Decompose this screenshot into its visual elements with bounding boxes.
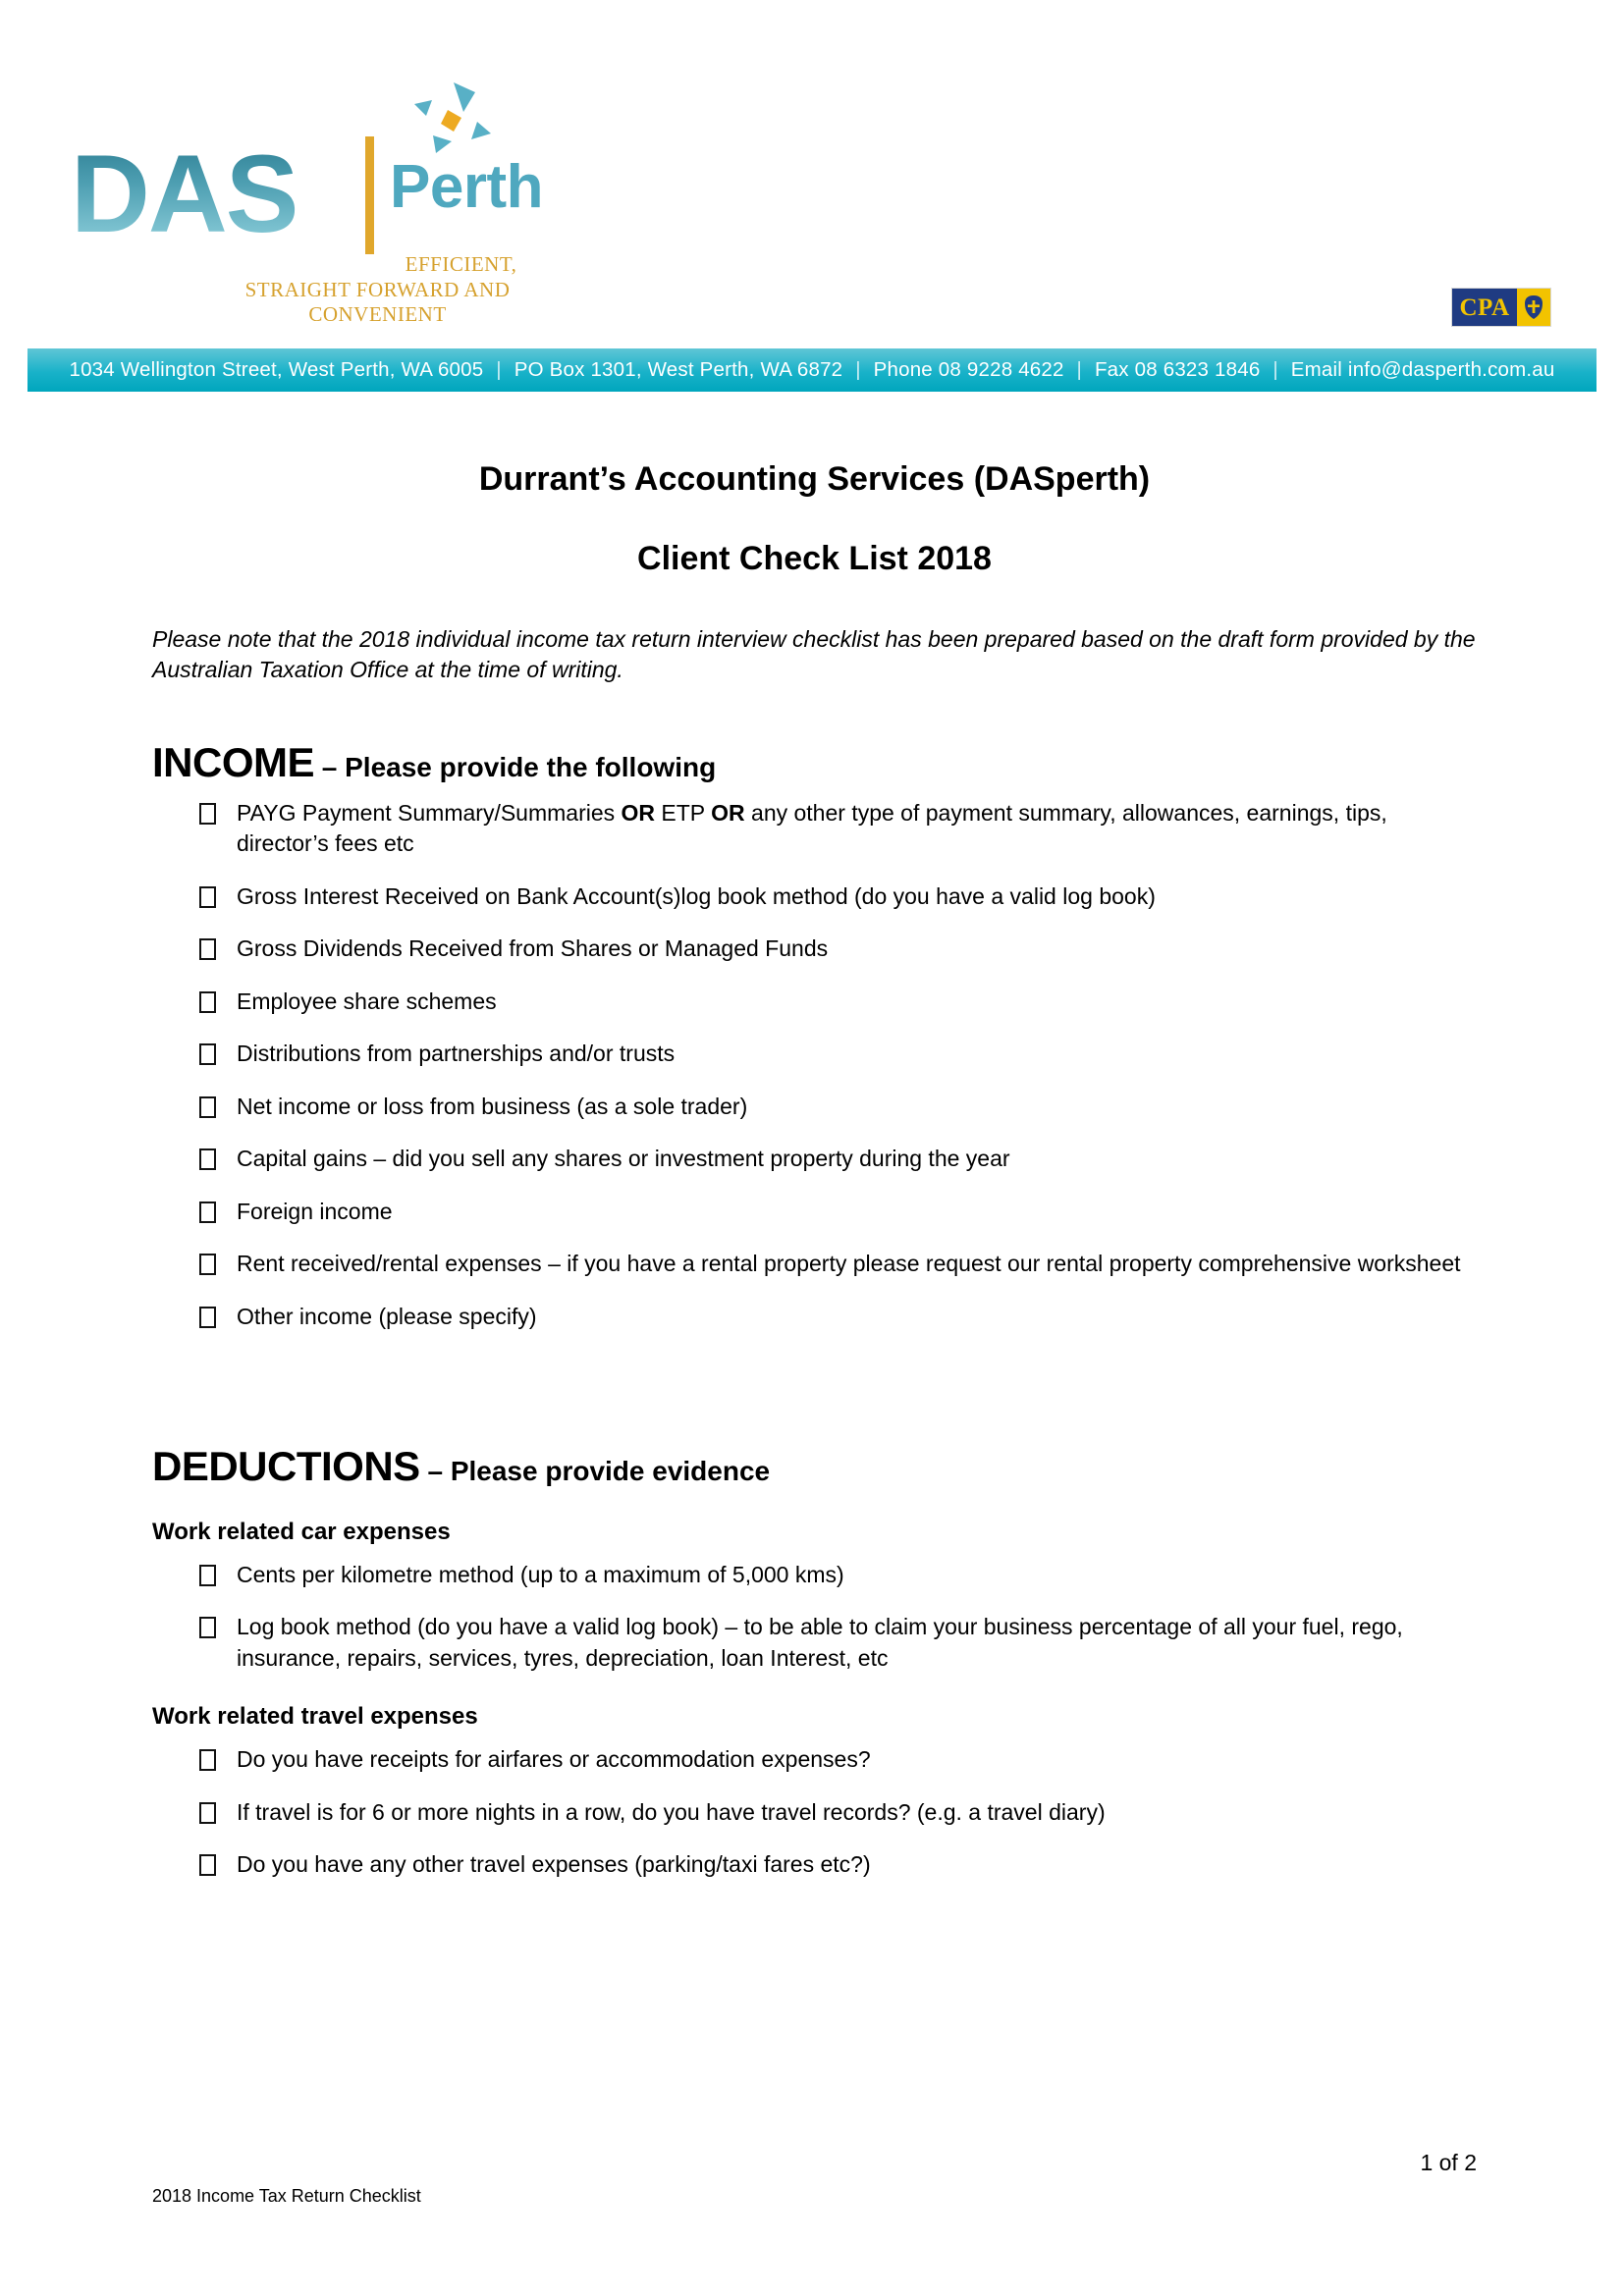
checkbox-icon[interactable] [199, 1148, 216, 1170]
tagline-line-2: STRAIGHT FORWARD AND [244, 277, 511, 301]
contact-phone: Phone 08 9228 4622 [873, 358, 1064, 381]
contact-separator: | [1076, 358, 1083, 381]
checklist-item[interactable] [152, 1197, 1477, 1228]
checklist-item-label [237, 881, 1477, 913]
checklist-item-label [237, 1612, 1477, 1674]
checklist-item-label [237, 1197, 1477, 1228]
checklist-item[interactable] [152, 1560, 1477, 1591]
checkbox-icon[interactable] [199, 1201, 216, 1223]
logo-das-text: DAS [71, 133, 298, 255]
logo-divider [365, 136, 374, 254]
plain-text: Gross Interest Received on Bank Account(s)log book method (do you have a valid log book) [237, 882, 1156, 909]
checklist-item-label [237, 1144, 1477, 1175]
plain-text: Distributions from partnerships and/or trusts [237, 1041, 676, 1067]
page-title: Durrant’s Accounting Services (DASperth) [478, 460, 1151, 498]
deductions-subheading: Work related car expenses [152, 1518, 451, 1545]
checklist-item-label [237, 1797, 1477, 1829]
logo-perth-text: Perth [390, 153, 543, 221]
checkbox-icon[interactable] [199, 1749, 216, 1771]
letterhead [0, 0, 1624, 381]
contact-separator: | [1272, 358, 1278, 381]
checklist-item-label [237, 1039, 1477, 1070]
plain-text: Net income or loss from business (as a sole trader) [237, 1093, 748, 1119]
contact-details [69, 358, 1554, 382]
checklist-item[interactable] [152, 1144, 1477, 1175]
footer-note: 2018 Income Tax Return Checklist [152, 2186, 421, 2206]
checkbox-icon[interactable] [199, 1854, 216, 1876]
checklist-item[interactable] [152, 987, 1477, 1018]
checklist-item[interactable] [152, 798, 1477, 860]
page-subtitle: Client Check List 2018 [637, 540, 992, 578]
checklist-item[interactable] [152, 1797, 1477, 1829]
emphasis-text: OR [621, 799, 656, 826]
checkbox-icon[interactable] [199, 886, 216, 908]
checklist-item-label [237, 1849, 1477, 1881]
logo-tagline [198, 252, 557, 328]
checklist-item-label [237, 1302, 1477, 1333]
company-logo [71, 80, 581, 327]
checklist-item-label [237, 1560, 1477, 1591]
section-spacer [152, 1354, 1477, 1389]
checklist-item[interactable] [152, 934, 1477, 965]
cpa-crest-icon [1523, 294, 1544, 320]
checklist-item-label [237, 1092, 1477, 1123]
checklist-item[interactable] [152, 1744, 1477, 1776]
cpa-label: CPA [1459, 294, 1510, 321]
checkbox-icon[interactable] [199, 803, 216, 825]
contact-fax: Fax 08 6323 1846 [1094, 358, 1261, 381]
deductions-groups [152, 1519, 1477, 1881]
checklist-item-label [237, 1249, 1477, 1280]
deductions-heading-rest: – Please provide evidence [419, 1456, 771, 1487]
income-heading-main: INCOME [152, 738, 314, 785]
page-number: 1 of 2 [1420, 2150, 1477, 2175]
tagline-line-3: CONVENIENT [308, 302, 447, 327]
checklist-item[interactable] [152, 1612, 1477, 1674]
cpa-australia-logo [1451, 288, 1551, 327]
plain-text: Do you have receipts for airfares or accommodation expenses? [237, 1746, 871, 1773]
income-checklist [152, 798, 1477, 1333]
contact-separator: | [496, 358, 502, 381]
deductions-checklist [152, 1560, 1477, 1675]
checkbox-icon[interactable] [199, 1802, 216, 1824]
income-heading-rest: – Please provide the following [314, 751, 717, 782]
cpa-crest-panel [1517, 289, 1550, 326]
plain-text: Log book method (do you have a valid log book) – to be able to claim your business percentage of all your fuel, rego, insurance, repairs, services, tyres, depreciation, loan Interest, etc [237, 1614, 1403, 1671]
checkbox-icon[interactable] [199, 1617, 216, 1638]
deductions-checklist [152, 1744, 1477, 1881]
contact-address: 1034 Wellington Street, West Perth, WA 6005 [69, 358, 484, 381]
deductions-section-heading [152, 1445, 1477, 1488]
checkbox-icon[interactable] [199, 938, 216, 960]
plain-text: Capital gains – did you sell any shares or investment property during the year [237, 1146, 1010, 1172]
plain-text: If travel is for 6 or more nights in a row, do you have travel records? (e.g. a travel diary) [237, 1798, 1106, 1825]
contact-po-box: PO Box 1301, West Perth, WA 6872 [514, 358, 843, 381]
plain-text: Foreign income [237, 1198, 393, 1224]
checklist-item[interactable] [152, 1249, 1477, 1280]
plain-text: Do you have any other travel expenses (parking/taxi fares etc?) [237, 1851, 871, 1878]
checkbox-icon[interactable] [199, 991, 216, 1013]
plain-text: Employee share schemes [237, 988, 497, 1014]
checkbox-icon[interactable] [199, 1096, 216, 1118]
tagline-line-1: EFFICIENT, [405, 252, 517, 276]
intro-note: Please note that the 2018 individual income tax return interview checklist has been prepared based on the draft form provided by the Australian Taxation Office at the time of writing. [152, 625, 1476, 682]
checklist-item-label [237, 934, 1477, 965]
checklist-item[interactable] [152, 1092, 1477, 1123]
deductions-heading-main: DEDUCTIONS [152, 1443, 420, 1490]
contact-bar [27, 348, 1597, 392]
document-body [152, 461, 1477, 1902]
cpa-wordmark [1452, 289, 1517, 326]
checklist-item[interactable] [152, 1849, 1477, 1881]
checkbox-icon[interactable] [199, 1254, 216, 1275]
deductions-subheading: Work related travel expenses [152, 1703, 478, 1731]
contact-email: Email info@dasperth.com.au [1290, 358, 1555, 381]
contact-separator: | [855, 358, 861, 381]
checkbox-icon[interactable] [199, 1043, 216, 1065]
checklist-item[interactable] [152, 1302, 1477, 1333]
checklist-item-label [237, 1744, 1477, 1776]
plain-text: Cents per kilometre method (up to a maximum of 5,000 kms) [237, 1561, 844, 1587]
income-section-heading [152, 738, 1477, 785]
plain-text: Other income (please specify) [237, 1303, 537, 1329]
plain-text: PAYG Payment Summary/Summaries [237, 799, 622, 826]
checklist-item-label [237, 798, 1477, 860]
checkbox-icon[interactable] [199, 1307, 216, 1328]
checklist-item[interactable] [152, 1039, 1477, 1070]
emphasis-text: OR [711, 799, 745, 826]
plain-text: Gross Dividends Received from Shares or Managed Funds [237, 935, 829, 962]
plain-text: ETP [655, 799, 712, 826]
checklist-item-label [237, 987, 1477, 1018]
plain-text: Rent received/rental expenses – if you have a rental property please request our rental property comprehensive worksheet [237, 1251, 1461, 1277]
plain-text: any other type of payment summary, allowances, earnings, tips, director’s fees etc [237, 799, 1387, 857]
checklist-item[interactable] [152, 881, 1477, 913]
four-triangle-swirl-icon [397, 77, 500, 167]
checkbox-icon[interactable] [199, 1565, 216, 1586]
